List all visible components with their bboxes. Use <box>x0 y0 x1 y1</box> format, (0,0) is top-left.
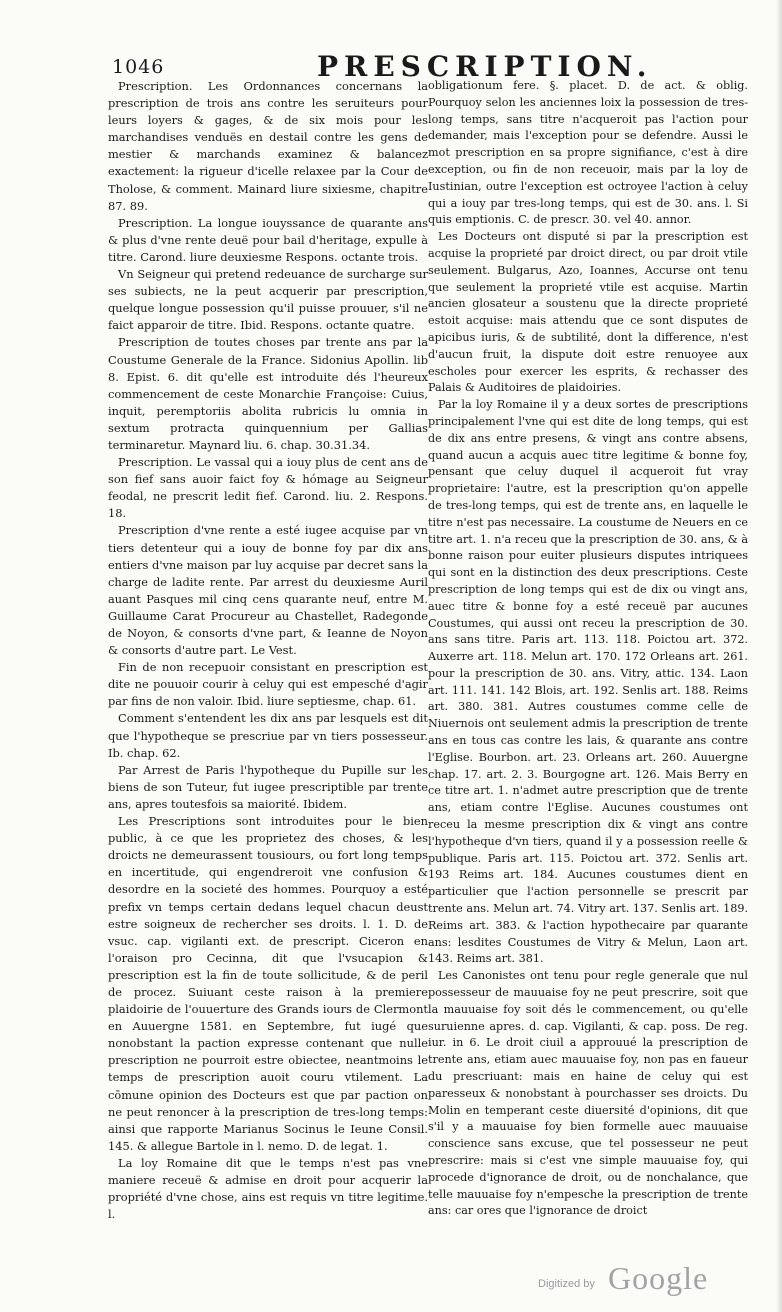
running-head: PRESCRIPTION. <box>317 50 653 83</box>
paragraph: Prescription. La longue iouyssance de quarante ans & plus d'vne rente deuë pour bail d'heritage, expulle à titre. Carond. liure deuxiesme Respons. octante trois. <box>108 215 428 264</box>
paragraph: Fin de non recepuoir consistant en prescription est dite ne pouuoir courir à celuy qui est empesché d'agir par fins de non valoir. Ibid. liure septiesme, chap. 61. <box>108 660 428 709</box>
paragraph: Par la loy Romaine il y a deux sortes de prescriptions principalement l'vne qui est dite de long temps, qui est de dix ans entre presens, & vingt ans contre absens, quand aucun a acquis auec titre legitime & bonne foy, pensant que celuy duquel il acqueroit fut vray proprietaire: l'autre, est la prescription qu'on appelle de tres-long temps, qui est de trente ans, en laquelle le titre n'est pas necessaire. La coustume de Neuers en ce titre art. 1. n'a receu que la prescription de 30. ans, & à bonne raison pour euiter plusieurs disputes intriquees qui sont en la distinction des deux prescriptions. Ceste prescription de long temps qui est de dix ou vingt ans, auec titre & bonne foy a esté receuë par aucunes Coustumes, qui aussi ont receu la prescription de 30. ans sans titre. Paris art. 113. 118. Poictou art. 372. Auxerre art. 118. Melun art. 170. 172 Orleans art. 261. pour la prescription de 30. ans. Vitry, attic. 134. Laon art. 111. 141. 142 Blois, art. 192. Senlis art. 188. Reims art. 380. 381. Autres coustumes comme celle de Niuernois ont seulement admis la prescription de trente ans en tous cas contre les lais, & quarante ans contre l'Eglise. Bourbon. art. 23. Orleans art. 260. Auuergne chap. 17. art. 2. 3. Bourgogne art. 126. Mais Berry en ce titre art. 1. n'admet autre prescription que de trente ans, etiam contre l'Eglise. Aucunes coustumes ont receu la mesme prescription dix & vingt ans contre l'hypotheque d'vn tiers, quand il y a possession reelle & publique. Paris art. 115. Poictou art. 372. Senlis art. 193 Reims art. 184. Aucunes coustumes dient en particulier que l'action personnelle se prescrit par trente ans. Melun art. 74. Vitry art. 137. Senlis art. 189. Reims art. 383. & l'action hypothecaire par quarante ans: lesdites Coustumes de Vitry & Melun, Laon art. 143. Reims art. 381. <box>428 398 748 966</box>
google-logo: Google <box>608 1260 709 1296</box>
paragraph: Prescription d'vne rente a esté iugee acquise par vn tiers detenteur qui a iouy de bonne foy par dix ans entiers d'vne maison par luy acquise par decret sans la charge de ladite rente. Par arrest du deuxiesme Auril auant Pasques mil cinq cens quarante neuf, entre M. Guillaume Carat Procureur au Chastellet, Radegonde de Noyon, & consorts d'vne part, & Ieanne de Noyon & consorts d'autre part. Le Vest. <box>108 523 428 658</box>
paragraph: Comment s'entendent les dix ans par lesquels est dit que l'hypotheque se prescriue par vn tiers possesseur. Ib. chap. 62. <box>108 711 428 760</box>
paragraph: Prescription de toutes choses par trente ans par la Coustume Generale de la France. Sidonius Apollin. lib 8. Epist. 6. dit qu'elle est introduite dés l'heureux commencement de ceste Monarchie Françoise: Cuius, inquit, peremptoriis abolita rubricis lu omnia in sextum protracta quinquennium per Gallias terminaretur. Maynard liu. 6. chap. 30.31.34. <box>108 335 428 452</box>
paragraph: La loy Romaine dit que le temps n'est pas vne maniere receuë & admise en droit pour acquerir la propriété d'vne chose, ains est requis vn titre legitime. l. <box>108 1155 428 1222</box>
watermark-prefix: Digitized by <box>538 1278 595 1290</box>
page-number: 1046 <box>112 56 165 78</box>
paragraph: Par Arrest de Paris l'hypotheque du Pupille sur les biens de son Tuteur, fut iugee prescriptible par trente ans, apres toutesfois sa maiorité. Ibidem. <box>108 762 428 811</box>
right-column <box>428 78 748 1220</box>
paragraph: Prescription. Les Ordonnances concernans la prescription de trois ans contre les seruiteurs pour leurs loyers & gages, & de six mois pour les marchandises venduës en destail contre les gens de mestier & marchands examinez & balancez exactement: la rigueur d'icelle relaxee par la Cour de Tholose, & comment. Mainard liure sixiesme, chapitre 87. 89. <box>108 79 428 213</box>
left-column <box>108 78 428 1223</box>
page-edge-shadow <box>776 0 782 1312</box>
paragraph: Les Prescriptions sont introduites pour le bien public, à ce que les proprietez des choses, & les droicts ne demeurassent tousiours, ou fort long temps en incertitude, qui engendreroit vne confusion & desordre en la societé des hommes. Pourquoy a esté prefix vn temps certain dedans lequel chacun deust estre soigneux de rechercher ses droits. l. 1. D. de vsuc. cap. vigilanti ext. de prescript. Ciceron en l'oraison pro Cecinna, dit que l'vsucapion & prescription est la fin de toute sollicitude, & de peril de procez. Suiuant ceste raison à la premiere plaidoirie de l'ouuerture des Grands iours de Clermont en Auuergne 1581. en Septembre, fut iugé que nonobstant la paction expresse contenant que nulle prescription ne pourroit estre obiectee, neantmoins le temps de prescription auoit couru vtilement. La cōmune opinion des Docteurs est que par paction on ne peut renoncer à la prescription de tres-long temps: ainsi que rapporte Marianus Socinus le Ieune Consil. 145. & allegue Bartole in l. nemo. D. de legat. 1. <box>108 814 428 1153</box>
paragraph: Prescription. Le vassal qui a iouy plus de cent ans de son fief sans auoir faict foy & hómage au Seigneur feodal, ne prescrit ledit fief. Carond. liu. 2. Respons. 18. <box>108 455 428 521</box>
paragraph: Les Docteurs ont disputé si par la prescription est acquise la proprieté par droict direct, ou par droit vtile seulement. Bulgarus, Azo, Ioannes, Accurse ont tenu que seulement la proprieté vtile est acquise. Martin ancien glosateur a soustenu que la directe proprieté estoit acquise: mais attendu que ce sont disputes de apicibus iuris, & de subtilité, dont la difference, n'est d'aucun fruit, la dispute doit estre renuoyee aux escholes pour exercer les esprits, & rechasser des Palais & Auditoires de plaidoiries. <box>428 230 748 395</box>
paragraph: obligationum fere. §. placet. D. de act. & oblig. Pourquoy selon les anciennes loix la possession de tres-long temps, sans titre n'acqueroit pas l'action pour demander, mais l'exception pour se defendre. Aussi le mot prescription en sa propre signifiance, c'est à dire exception, ou fin de non receuoir, mais par la loy de Iustinian, outre l'exception est octroyee l'action à celuy qui a iouy par tres-long temps, qui est de 30. ans. l. Si quis emptionis. C. de prescr. 30. vel 40. annor. <box>428 79 748 227</box>
page-header <box>112 50 752 83</box>
paragraph: Les Canonistes ont tenu pour regle generale que nul possesseur de mauuaise foy ne peut prescrire, soit que la mauuaise foy soit dés le commencement, ou qu'elle suruienne apres. d. cap. Vigilanti, & cap. poss. De reg. iur. in 6. Le droit ciuil a approuué la prescription de trente ans, etiam auec mauuaise foy, non pas en faueur du prescriuant: mais en haine de celuy qui est paresseux & nonobstant à pourchasser ses droicts. Du Molin en temperant ceste diuersité d'opinions, dit que s'il y a mauuaise foy bien formelle auec mauuaise conscience sans excuse, que tel possesseur ne peut prescrire: mais si c'est vne simple mauuaise foy, qui procede d'ignorance de droit, ou de nonchalance, que telle mauuaise foy n'empesche la prescription de trente ans: car ores que l'ignorance de droict <box>428 969 748 1218</box>
digitized-by-google-watermark <box>538 1262 738 1298</box>
paragraph: Vn Seigneur qui pretend redeuance de surcharge sur ses subiects, ne la peut acquerir par prescription, quelque longue possession qu'il puisse prouuer, s'il ne faict apparoir de titre. Ibid. Respons. octante quatre. <box>108 267 428 333</box>
